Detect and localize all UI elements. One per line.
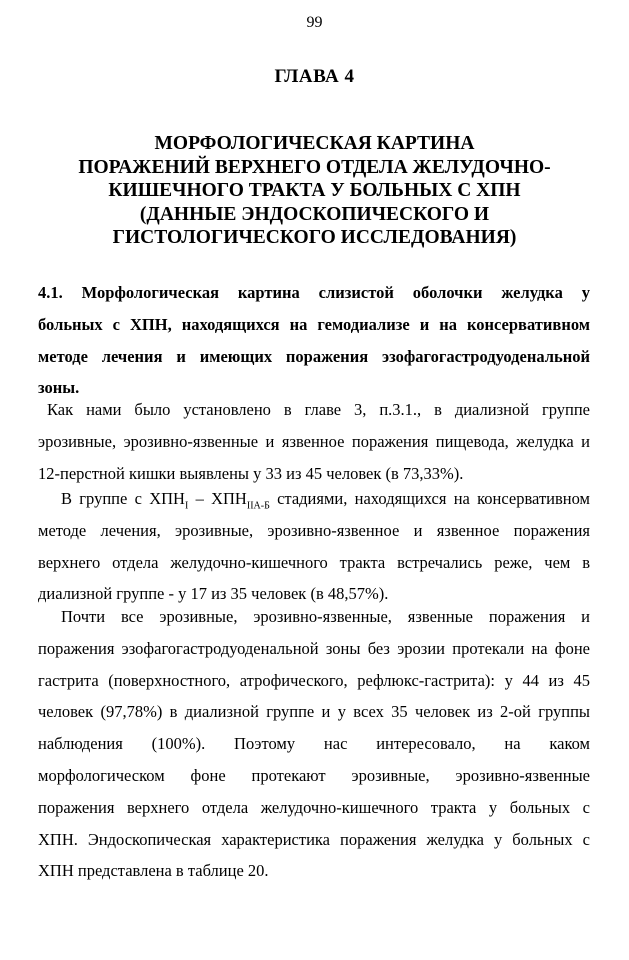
paragraph-line: 12-перстной кишки выявлены у 33 из 45 человек (в 73,33%). [38, 463, 464, 483]
page-number: 99 [306, 14, 323, 31]
paragraph-2 [38, 483, 590, 610]
paragraph-3 [38, 601, 590, 887]
paragraph-line: поражения эзофагогастродуоденальной зоны без эрозии протекали на фоне [38, 638, 590, 658]
main-title-line: (ДАННЫЕ ЭНДОСКОПИЧЕСКОГО И [139, 203, 490, 225]
paragraph-line: ХПН. Эндоскопическая характеристика поражения желудка у больных с [38, 829, 590, 849]
section-heading-line: зоны. [38, 378, 80, 398]
paragraph-line: методе лечения, эрозивные, эрозивно-язвенное и язвенное поражения [38, 520, 590, 540]
paragraph-line: гастрита (поверхностного, атрофического, рефлюкс-гастрита): у 44 из 45 [38, 670, 590, 690]
text-fragment: В группе с ХПН [61, 489, 185, 508]
main-title-line: КИШЕЧНОГО ТРАКТА У БОЛЬНЫХ С ХПН [108, 180, 521, 201]
paragraph-line: наблюдения (100%). Поэтому нас интересовало, на каком [38, 734, 590, 754]
paragraph-1 [38, 394, 590, 489]
main-title-line: ГИСТОЛОГИЧЕСКОГО ИССЛЕДОВАНИЯ) [112, 227, 517, 248]
paragraph-line: эрозивные, эрозивно-язвенные и язвенное поражения пищевода, желудка и [38, 431, 590, 451]
main-title [30, 132, 599, 250]
text-fragment: – ХПН [188, 489, 247, 508]
text-fragment: стадиями, находящихся на консервативном [269, 489, 590, 508]
paragraph-line: Почти все эрозивные, эрозивно-язвенные, язвенные поражения и [61, 607, 590, 626]
paragraph-line: Как нами было установлено в главе 3, п.3.1., в диализной группе [47, 400, 590, 419]
paragraph-line: верхнего отдела желудочно-кишечного тракта встречались реже, чем в [38, 552, 590, 572]
chapter-title: ГЛАВА 4 [274, 66, 355, 87]
main-title-line: ПОРАЖЕНИЙ ВЕРХНЕГО ОТДЕЛА ЖЕЛУДОЧНО- [78, 156, 551, 178]
paragraph-line: диализной группе - у 17 из 35 человек (в 48,57%). [38, 584, 389, 604]
paragraph-line: поражения верхнего отдела желудочно-кишечного тракта у больных с [38, 797, 590, 817]
paragraph-line: человек (97,78%) в диализной группе и у всех 35 человек из 2-ой группы [38, 702, 590, 722]
section-heading-line: 4.1. Морфологическая картина слизистой оболочки желудка у [38, 283, 590, 302]
main-title-line: МОРФОЛОГИЧЕСКАЯ КАРТИНА [154, 133, 475, 154]
paragraph-line: ХПН представлена в таблице 20. [38, 861, 269, 881]
paragraph-line [38, 483, 590, 515]
section-heading-line: методе лечения и имеющих поражения эзофагогастродуоденальной [38, 346, 590, 366]
section-heading-line: больных с ХПН, находящихся на гемодиализе и на консервативном [38, 314, 590, 334]
stage-subscript: IIА-Б [246, 500, 270, 512]
paragraph-line: морфологическом фоне протекают эрозивные, эрозивно-язвенные [38, 765, 590, 785]
section-heading [38, 277, 590, 404]
stage-subscript: I [184, 500, 189, 512]
